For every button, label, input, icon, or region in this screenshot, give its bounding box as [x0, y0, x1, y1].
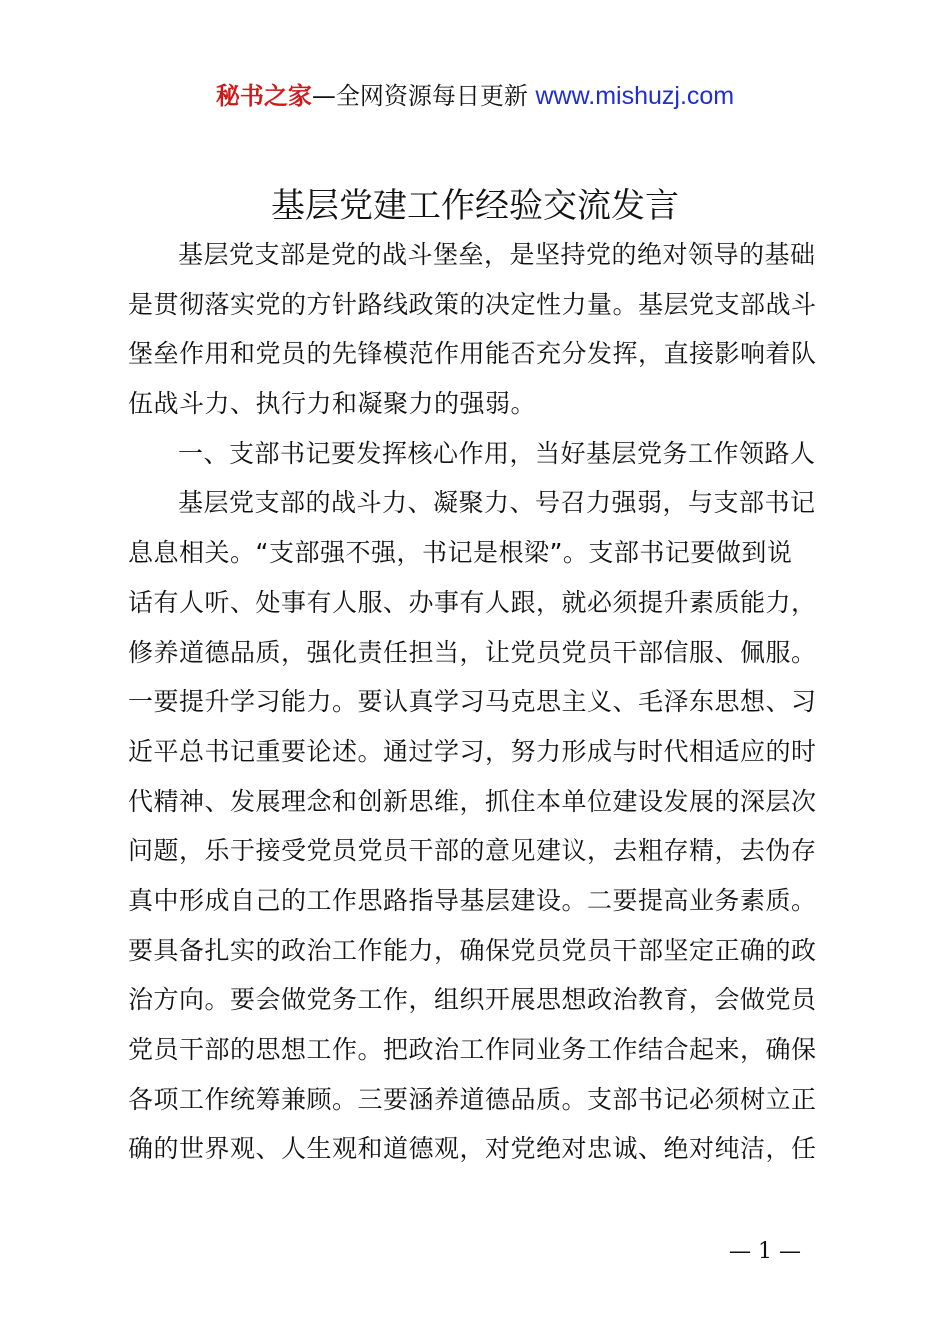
body-line: 近平总书记重要论述。通过学习，努力形成与时代相适应的时: [128, 736, 817, 766]
body-line: 基层党支部是党的战斗堡垒，是坚持党的绝对领导的基础: [178, 240, 816, 269]
body-line: 伍战斗力、执行力和凝聚力的强弱。: [128, 389, 537, 419]
body-line: 堡垒作用和党员的先锋模范作用能否充分发挥，直接影响着队: [128, 339, 817, 369]
body-line: 是贯彻落实党的方针路线政策的决定性力量。基层党支部战斗: [128, 289, 817, 319]
body-line: 治方向。要会做党务工作，组织开展思想政治教育，会做党员: [128, 985, 817, 1015]
body-line: 话有人听、处事有人服、办事有人跟，就必须提升素质能力，: [128, 587, 817, 617]
body-line: 息息相关。“支部强不强，书记是根梁”。支部书记要做到说: [128, 538, 793, 568]
document-body: [128, 230, 828, 1174]
site-header: [0, 78, 950, 114]
body-line: 一要提升学习能力。要认真学习马克思主义、毛泽东思想、习: [128, 687, 817, 717]
header-tagline: —全网资源每日更新: [311, 82, 536, 110]
page-number: — 1 —: [729, 1239, 801, 1264]
body-line: 真中形成自己的工作思路指导基层建设。二要提高业务素质。: [128, 885, 817, 915]
site-url-link[interactable]: www.mishuzj.com: [535, 82, 735, 110]
body-line: 各项工作统筹兼顾。三要涵养道德品质。支部书记必须树立正: [128, 1084, 817, 1114]
body-line: 要具备扎实的政治工作能力，确保党员党员干部坚定正确的政: [128, 935, 817, 965]
body-line: 代精神、发展理念和创新思维，抓住本单位建设发展的深层次: [128, 786, 817, 816]
body-line: 党员干部的思想工作。把政治工作同业务工作结合起来，确保: [128, 1035, 817, 1064]
body-line: 基层党支部的战斗力、凝聚力、号召力强弱，与支部书记: [178, 488, 816, 518]
body-line: 问题，乐于接受党员党员干部的意见建议，去粗存精，去伪存: [128, 836, 817, 866]
body-line: 确的世界观、人生观和道德观，对党绝对忠诚、绝对纯洁，任: [128, 1134, 817, 1164]
brand-name: 秘书之家: [215, 82, 312, 110]
body-line: 修养道德品质，强化责任担当，让党员党员干部信服、佩服。: [128, 637, 817, 667]
document-title: 基层党建工作经验交流发言: [271, 186, 679, 226]
section-heading: 一、支部书记要发挥核心作用，当好基层党务工作领路人: [178, 438, 816, 468]
